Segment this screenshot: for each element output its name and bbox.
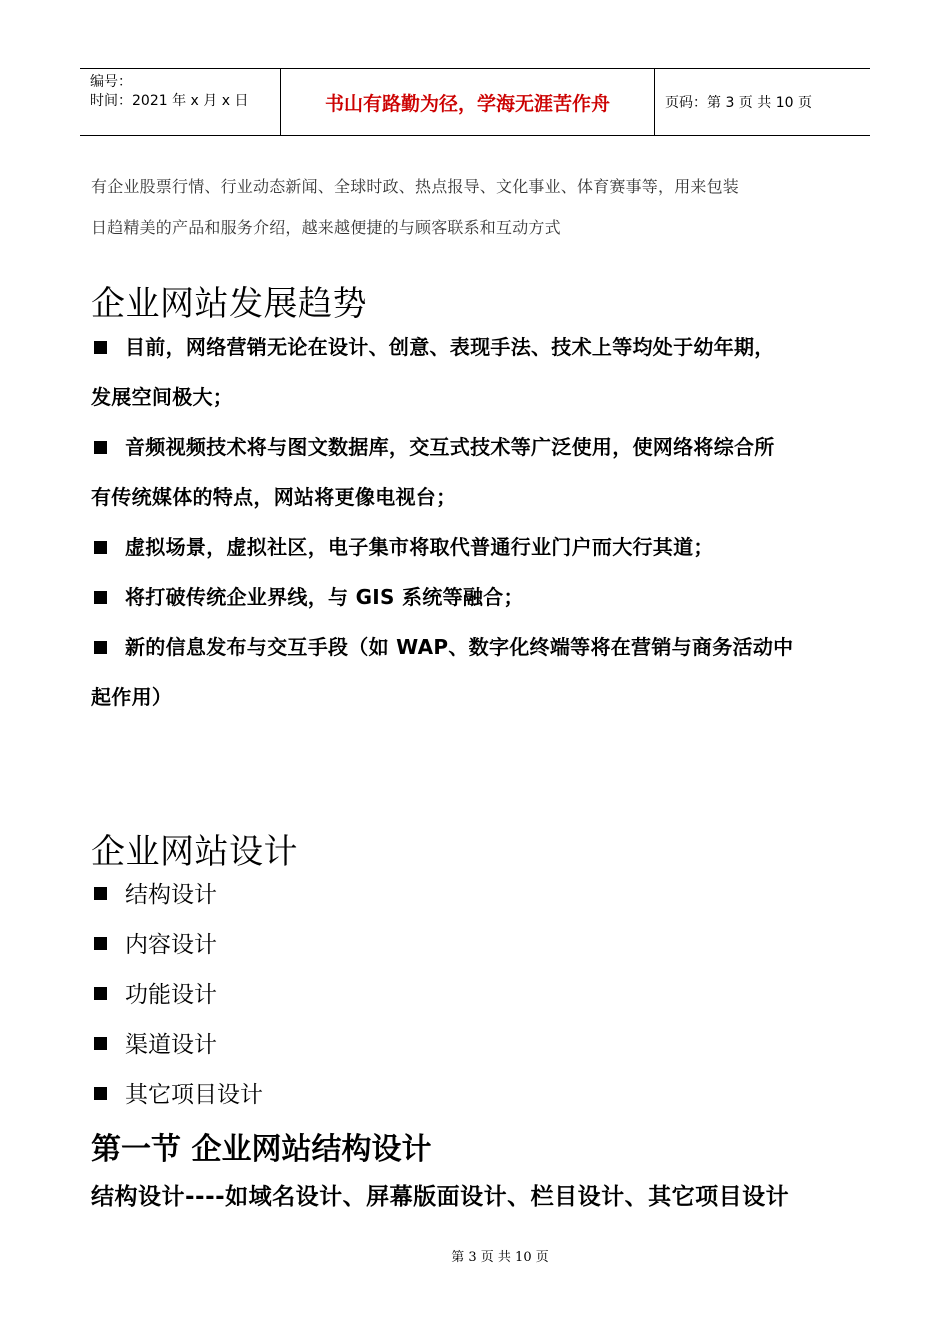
- bullet-square-icon: [94, 541, 107, 554]
- design-item: [91, 1030, 217, 1060]
- trend-item-text: 有传统媒体的特点，网站将更像电视台；: [91, 485, 457, 509]
- trend-item-text: 目前，网络营销无论在设计、创意、表现手法、技术上等均处于幼年期，: [125, 335, 775, 359]
- trend-item: [91, 322, 871, 422]
- section-subtitle: 结构设计----如域名设计、屏幕版面设计、栏目设计、其它项目设计: [91, 1184, 790, 1210]
- design-heading: 企业网站设计: [91, 832, 298, 872]
- trend-heading: 企业网站发展趋势: [91, 284, 367, 324]
- bullet-square-icon: [94, 1037, 107, 1050]
- design-item: [91, 880, 217, 910]
- trend-item-text: 虚拟场景，虚拟社区，电子集市将取代普通行业门户而大行其道；: [125, 535, 714, 559]
- trend-item-text: 音频视频技术将与图文数据库，交互式技术等广泛使用，使网络将综合所: [125, 435, 775, 459]
- trend-item: [91, 422, 871, 522]
- bullet-square-icon: [94, 641, 107, 654]
- bullet-square-icon: [94, 987, 107, 1000]
- bullet-square-icon: [94, 887, 107, 900]
- intro-paragraph: [91, 166, 871, 248]
- design-item: [91, 1080, 263, 1110]
- time-label: 时间：2021 年 x 月 x 日: [90, 93, 249, 109]
- trend-item: [91, 622, 871, 722]
- intro-line: 日趋精美的产品和服务介绍，越来越便捷的与顾客联系和互动方式: [91, 218, 561, 237]
- page-footer: 第 3 页 共 10 页: [451, 1250, 549, 1265]
- bullet-square-icon: [94, 1087, 107, 1100]
- trend-item: [91, 572, 871, 622]
- trend-item: [91, 522, 871, 572]
- page-header: [80, 68, 870, 136]
- design-item-text: 其它项目设计: [125, 1082, 263, 1108]
- header-meta: [80, 69, 281, 135]
- design-item: [91, 930, 217, 960]
- trend-item-text: 起作用）: [91, 685, 173, 709]
- bullet-square-icon: [94, 591, 107, 604]
- bullet-square-icon: [94, 341, 107, 354]
- trend-item-text: 将打破传统企业界线，与 GIS 系统等融合；: [125, 585, 524, 609]
- bullet-square-icon: [94, 937, 107, 950]
- header-page-info: 页码：第 3 页 共 10 页: [665, 95, 812, 111]
- section-heading: 第一节 企业网站结构设计: [91, 1132, 432, 1167]
- design-item: [91, 980, 217, 1010]
- design-item-text: 渠道设计: [125, 1032, 217, 1058]
- serial-label: 编号：: [90, 74, 132, 90]
- design-item-text: 内容设计: [125, 932, 217, 958]
- header-motto: 书山有路勤为径，学海无涯苦作舟: [281, 69, 655, 135]
- design-item-text: 功能设计: [125, 982, 217, 1008]
- intro-line: 有企业股票行情、行业动态新闻、全球时政、热点报导、文化事业、体育赛事等，用来包装: [91, 177, 740, 196]
- trend-item-text: 发展空间极大；: [91, 385, 234, 409]
- trend-item-text: 新的信息发布与交互手段（如 WAP、数字化终端等将在营销与商务活动中: [125, 635, 794, 659]
- design-item-text: 结构设计: [125, 882, 217, 908]
- bullet-square-icon: [94, 441, 107, 454]
